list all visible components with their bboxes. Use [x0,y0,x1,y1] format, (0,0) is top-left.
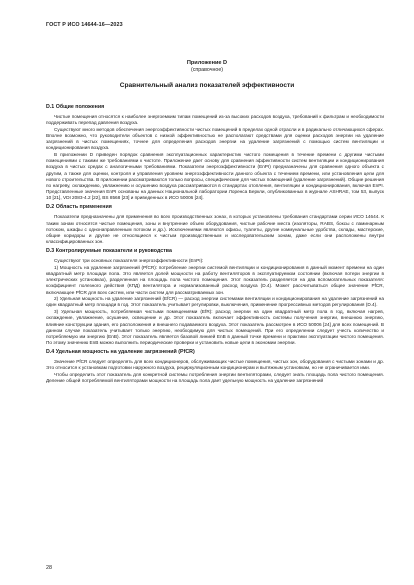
section-title: D.1 Общие положения [46,104,105,110]
appendix-heading-block [0,60,414,90]
paragraph: 3) Удельная мощность, потребляемая чистыми помещениями (EfR): расход энергии на один квадратный метр пола в год, включая нагрев, охлаждение, увлажнение, осушение, освещение и др. Этот показатель включает эффективность системы получения энергии, внешнюю энергию, влияние конструкции здания, его расположения и внешнего подаваемого воздуха. Этот показатель рассмотрен в ИСО 50006 [24] для всех помещений. В данном случае показатель учитывает только энергию, необходимую для чистых помещений. При его определении следует учесть количество и потребляемую им энергию (EnB). Этот показатель является базовой линией EnB в данный точке времени и практики эксплуатации чистого помещения. По этому значению EnB можно выполнить периодические проверки и установить новые цели в экономии энергии. [46,309,384,345]
section [46,349,384,384]
paragraph: Показатели предназначены для применения во всех производственных зонах, в которых установлены требования стандартами серии ИСО 14644. К таким зонам относятся чистые помещения, зоны и внутренние объем оборудования, чистые рабочие места (изоляторы, RABS, боксы с ламинарным потоком, шкафы с однонаправленным потоком и др.). Исключениями являются офисы, туалеты, другие коммунальные удобства, склады, мастерские, общие коридоры и другие не относящиеся к чистым производственным и исследовательским зонам, даже если они расположены внутри классифицированных зон. [46,214,384,244]
document-body [46,101,384,385]
appendix-title: Приложение D [186,60,228,66]
section [46,204,384,245]
paragraph: 1) Мощность на удаление загрязнений (PfCR): потребление энергии системой вентиляции и кондиционирования в данный момент времени на один квадратный метр площади пола. Это является долей мощности на работу вентиляторов в эксплуатируемом состоянии (включая потери энергии в электрических установках), разделенная на площадь пола чистого помещения. Этот показатель разделяется на два вспомогательных показателя: коэффициент полезного действия (КПД) вентилятора и нормализованный расход воздуха (D.4). Может рассчитываться общее значение PfCR, включающее PfCR для всех систем, или части систем для рассматриваемых зон. [46,264,384,295]
section [46,104,384,201]
appendix-kind: (справочное) [190,67,224,74]
paragraph: Чистые помещения относятся к наиболее энергоемким типам помещений из-за высоких расходов воздуха, требований к фильтрам и необходимости поддерживать перепад давления воздуха. [46,114,384,126]
paragraph: Существуют много методов обеспечения энергоэффективности чистых помещений в пределах одной отрасли и в радикально отличающихся сферах. Вполне возможно, что руководители объектов с низкой эффективностью не располагают средствами для оценки расходов энергии на удаление загрязнений в чистых помещениях, точнее для определения расходов энергии на удаление загрязнений с помощью систем вентиляции и кондиционирования воздуха. [46,126,384,151]
section-title: D.4 Удельная мощность на удаление загрязнений (PfCR) [46,349,195,356]
paragraph: Чтобы определить этот показатель для конкретной системы потребления энергии вентиляторами, следует знать площадь пола чистого помещения. Деление общей потребляемой вентиляторами мощности на площадь пола дает удельную мощность на удаление загрязнений [46,372,384,384]
section [46,248,384,346]
paragraph: Значение PfCR следует определять для всех кондиционеров, обслуживающих чистые помещения, чистых зон, оборудования с чистыми зонами и др. Это относится к установкам подготовки наружного воздуха, рециркуляционным кондиционерам и вытяжным установкам, но не ограничивается ими. [46,359,384,371]
paragraph: В приложении D приведен порядок сравнения эксплуатационных характеристик чистого помещения в течение времени с другими чистыми помещениями с такими же требованиями к чистоте. Приложение дает основу для сравнения эффективности систем вентиляции и кондиционирования воздуха в чистых средах с аналогичными требованиями. Показатели энергоэффективности (EnPI) предназначены для сравнения одного объекта с другим, а также для оценки, контроля и управления уровнем энергоэффективности данного объекта с течением времени, или установления цели для нового строительства. В приложении рассматриваются только вопросы, специфические для чистых помещений (удаление загрязнений). Общие решения по нагреву, охлаждению, увлажнению и осушению воздуха рассматриваются в стандартах отопления, вентиляции и кондиционирования, включая EnPI. Представленные значения EnPI основаны на данных Национальной лаборатории Лоренса Беркли, опубликованных в журнале ASHRAE, том 53, выпуск 10 [21], VDI 2083-4.2 [22], BS 8568 [23] и приведенных в ИСО 50006 [24]. [46,152,384,201]
section-title: D.2 Область применения [46,204,112,211]
page-number: 28 [46,565,52,571]
paragraph: Существуют три основных показателя энергоэффективности (EnPI): [54,258,204,264]
paragraph: 2) Удельная мощность на удаление загрязнений (EfCR) — расход энергии системами вентиляции и кондиционирования на удаление загрязнений на один квадратный метр площади в год. Этот показатель учитывает регулировки, выключения, применение прогрессивных методов регулирования (D.4). [46,296,384,308]
appendix-heading: Сравнительный анализ показателей эффективности [119,82,295,90]
section-title: D.3 Контролируемые показатели и руководства [46,248,172,255]
document-header: ГОСТ Р ИСО 14644-16—2023 [46,22,123,28]
